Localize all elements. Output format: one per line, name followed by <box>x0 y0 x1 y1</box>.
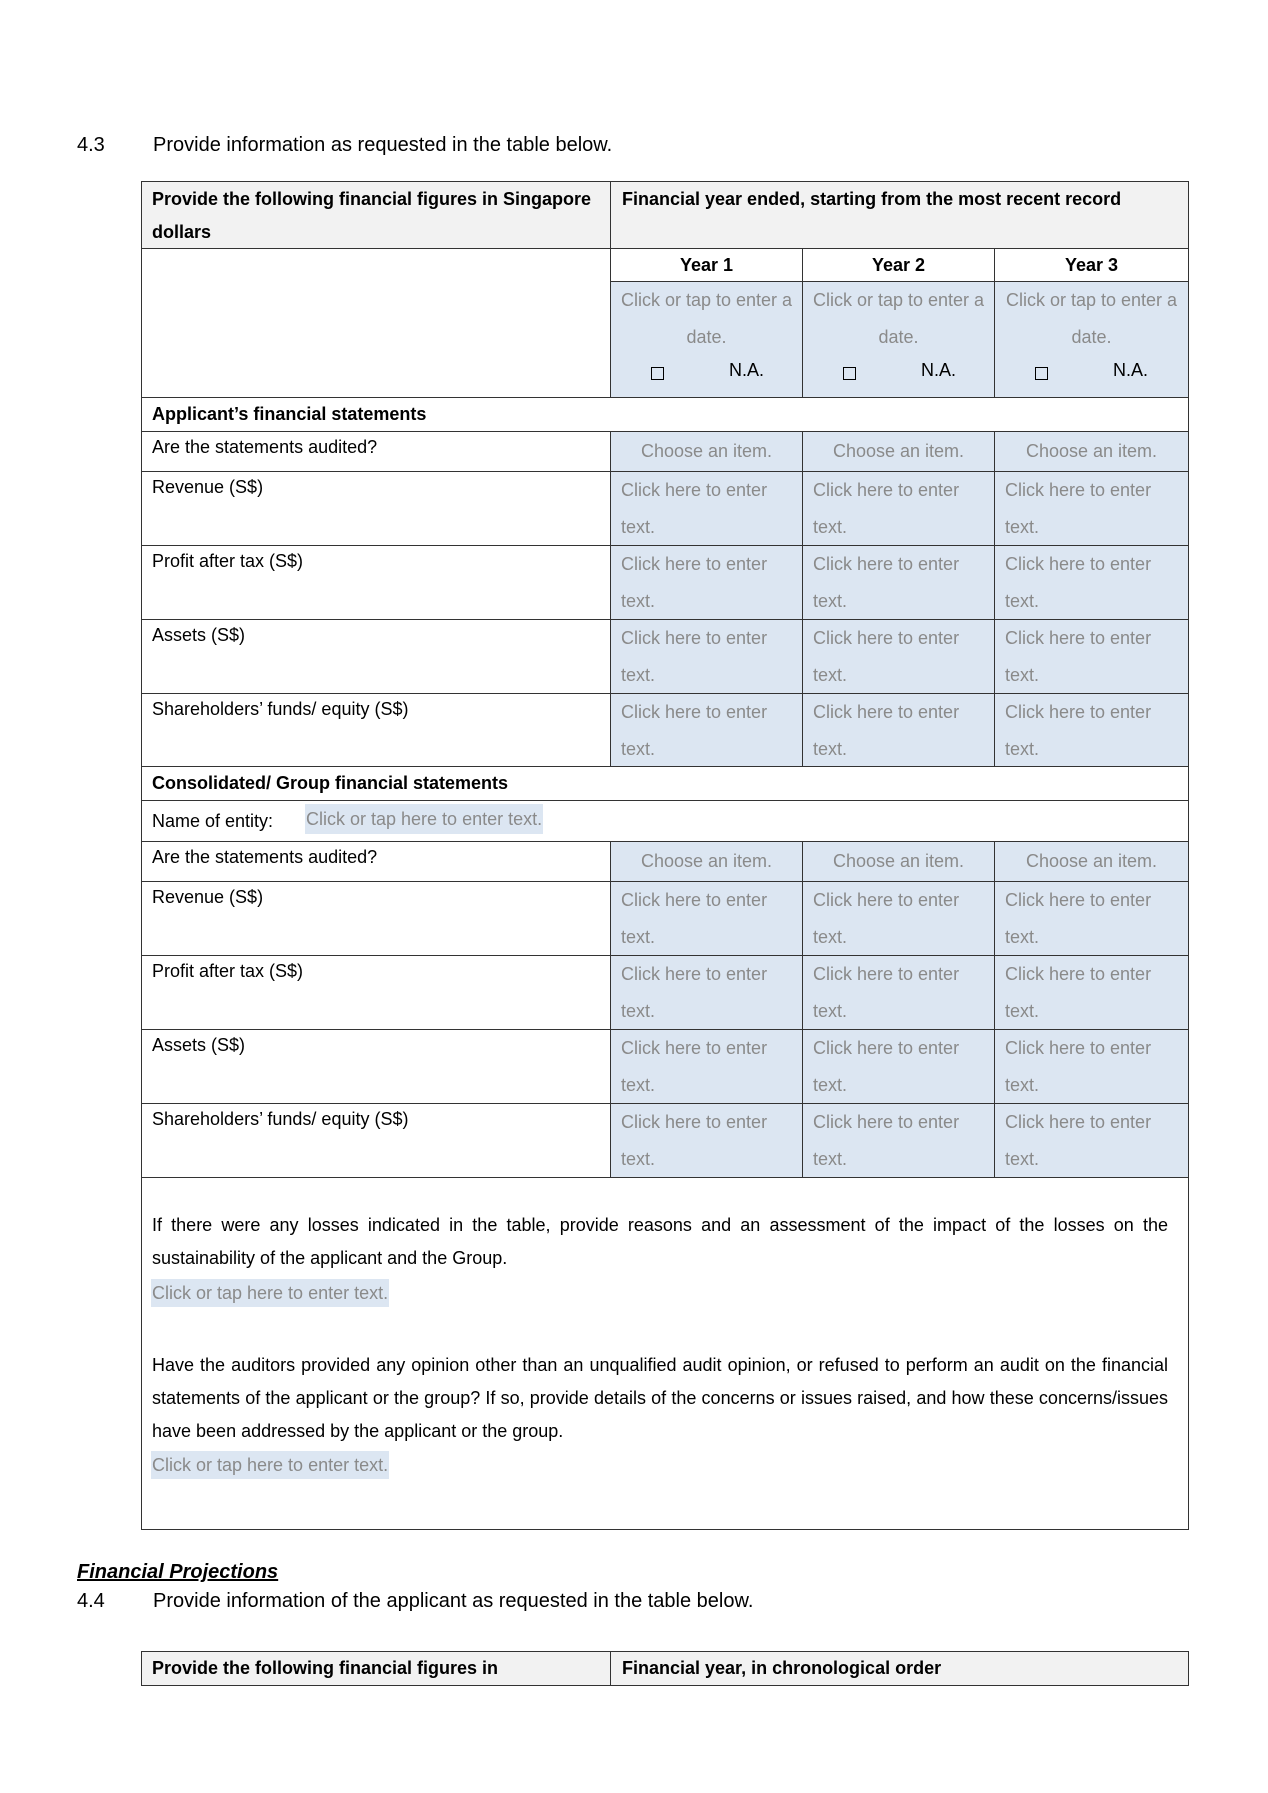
year-2-na-checkbox[interactable] <box>843 367 856 380</box>
group-profit-year-3-field[interactable]: Click here to enter text. <box>994 955 1189 1030</box>
year-3-date-cell <box>994 281 1189 398</box>
section-number: 4.4 <box>77 1590 105 1612</box>
group-profit-year-1-field[interactable]: Click here to enter text. <box>610 955 803 1030</box>
audited-label: Are the statements audited? <box>141 431 611 472</box>
auditors-answer-input[interactable]: Click or tap here to enter text. <box>151 1451 389 1479</box>
entity-name-input[interactable]: Click or tap here to enter text. <box>305 804 543 834</box>
consolidated-section-heading: Consolidated/ Group financial statements <box>141 766 1189 801</box>
group-audited-year-1-dropdown[interactable]: Choose an item. <box>610 841 803 882</box>
applicant-revenue-year-3-field[interactable]: Click here to enter text. <box>994 471 1189 546</box>
year-1-header: Year 1 <box>610 248 803 282</box>
row-label-equity: Shareholders’ funds/ equity (S$) <box>141 1103 611 1178</box>
applicant-audited-year-3-dropdown[interactable]: Choose an item. <box>994 431 1189 472</box>
losses-answer-input[interactable]: Click or tap here to enter text. <box>151 1279 389 1307</box>
year-3-date-picker[interactable]: Click or tap to enter a date. <box>1005 290 1178 347</box>
year-1-date-picker[interactable]: Click or tap to enter a date. <box>620 290 793 347</box>
applicant-equity-year-2-field[interactable]: Click here to enter text. <box>802 693 995 767</box>
row-label-assets: Assets (S$) <box>141 619 611 694</box>
group-revenue-year-2-field[interactable]: Click here to enter text. <box>802 881 995 956</box>
applicant-profit-year-1-field[interactable]: Click here to enter text. <box>610 545 803 620</box>
row-label-revenue: Revenue (S$) <box>141 881 611 956</box>
section-instruction: Provide information of the applicant as requested in the table below. <box>153 1590 754 1612</box>
na-label: N.A. <box>1113 360 1149 380</box>
applicant-section-heading: Applicant’s financial statements <box>141 397 1189 432</box>
group-assets-year-2-field[interactable]: Click here to enter text. <box>802 1029 995 1104</box>
group-audited-year-3-dropdown[interactable]: Choose an item. <box>994 841 1189 882</box>
entity-name-label: Name of entity: <box>152 811 274 831</box>
applicant-assets-year-3-field[interactable]: Click here to enter text. <box>994 619 1189 694</box>
empty-cell <box>141 248 611 398</box>
applicant-revenue-year-1-field[interactable]: Click here to enter text. <box>610 471 803 546</box>
audited-label: Are the statements audited? <box>141 841 611 882</box>
row-label-profit: Profit after tax (S$) <box>141 545 611 620</box>
applicant-audited-year-2-dropdown[interactable]: Choose an item. <box>802 431 995 472</box>
group-revenue-year-1-field[interactable]: Click here to enter text. <box>610 881 803 956</box>
year-2-date-cell <box>802 281 995 398</box>
group-assets-year-1-field[interactable]: Click here to enter text. <box>610 1029 803 1104</box>
year-3-na-checkbox[interactable] <box>1035 367 1048 380</box>
applicant-equity-year-1-field[interactable]: Click here to enter text. <box>610 693 803 767</box>
applicant-audited-year-1-dropdown[interactable]: Choose an item. <box>610 431 803 472</box>
applicant-revenue-year-2-field[interactable]: Click here to enter text. <box>802 471 995 546</box>
financial-projections-heading: Financial Projections <box>77 1561 279 1583</box>
projection-header-figures: Provide the following financial figures in <box>141 1651 611 1686</box>
row-label-revenue: Revenue (S$) <box>141 471 611 546</box>
na-label: N.A. <box>921 360 957 380</box>
applicant-assets-year-2-field[interactable]: Click here to enter text. <box>802 619 995 694</box>
auditors-question: Have the auditors provided any opinion other than an unqualified audit opinion, or refused to perform an audit on the financial statements of the applicant or the group? If so, provide details of the concerns or issues raised, and how these concerns/issues have been addressed by the applicant or the group. <box>152 1355 1168 1441</box>
row-label-assets: Assets (S$) <box>141 1029 611 1104</box>
applicant-profit-year-3-field[interactable]: Click here to enter text. <box>994 545 1189 620</box>
section-number: 4.3 <box>77 134 105 156</box>
applicant-equity-year-3-field[interactable]: Click here to enter text. <box>994 693 1189 767</box>
applicant-profit-year-2-field[interactable]: Click here to enter text. <box>802 545 995 620</box>
losses-question: If there were any losses indicated in the table, provide reasons and an assessment of the impact of the losses on the sustainability of the applicant and the Group. <box>152 1215 1168 1268</box>
table-header-figures: Provide the following financial figures in Singapore dollars <box>141 181 611 249</box>
year-3-header: Year 3 <box>994 248 1189 282</box>
row-label-equity: Shareholders’ funds/ equity (S$) <box>141 693 611 767</box>
year-2-header: Year 2 <box>802 248 995 282</box>
section-instruction: Provide information as requested in the table below. <box>153 134 613 156</box>
group-equity-year-3-field[interactable]: Click here to enter text. <box>994 1103 1189 1178</box>
row-label-profit: Profit after tax (S$) <box>141 955 611 1030</box>
group-profit-year-2-field[interactable]: Click here to enter text. <box>802 955 995 1030</box>
group-audited-year-2-dropdown[interactable]: Choose an item. <box>802 841 995 882</box>
group-assets-year-3-field[interactable]: Click here to enter text. <box>994 1029 1189 1104</box>
table-header-financial-year: Financial year ended, starting from the most recent record <box>610 181 1189 249</box>
entity-name-row <box>141 800 1189 842</box>
group-equity-year-1-field[interactable]: Click here to enter text. <box>610 1103 803 1178</box>
group-equity-year-2-field[interactable]: Click here to enter text. <box>802 1103 995 1178</box>
year-2-date-picker[interactable]: Click or tap to enter a date. <box>812 290 985 347</box>
group-revenue-year-3-field[interactable]: Click here to enter text. <box>994 881 1189 956</box>
year-1-na-checkbox[interactable] <box>651 367 664 380</box>
applicant-assets-year-1-field[interactable]: Click here to enter text. <box>610 619 803 694</box>
year-1-date-cell <box>610 281 803 398</box>
projection-header-financial-year: Financial year, in chronological order <box>610 1651 1189 1686</box>
na-label: N.A. <box>729 360 765 380</box>
